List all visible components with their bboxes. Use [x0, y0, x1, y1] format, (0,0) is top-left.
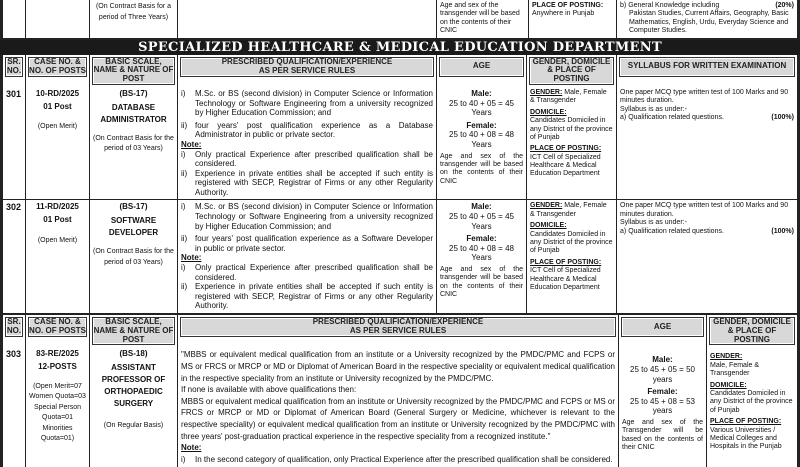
sr-no: 302 — [6, 202, 22, 213]
table-row-302: 302 11-RD/2025 01 Post (Open Merit) (BS-17) SOFTWARE DEVELOPER (On Contract Basis for the period of 03 Years) i) M.Sc. or BS (second division) in Computer Science or Information Technology or Software Engineering from a university recognized by Higher Education Commission; and ii) four years' post qualification experience as a Software Developer in public or private sector. Note: i) Only practical Experience after prescribed qualification shall be considered. ii) Experience in private entities shall be accepted if such entity is registered with SECP, Registrar of Firms or any other Regularity Authority. Male: 25 to 40 + 05 = 45 Years Female: 25 to 40 + 08 = 48 Years Age and sex of the transgender will be based on the contents of their CNIC GENDER: Male, Female & Transgender DOMICILE: Candidates Domiciled in any District of the province of Punjab PLACE OF POSTING: ICT Cell of Specialized Healthcare & Medical Education Department One paper MCQ type written test of 100 Marks and 90 minutes duration. Syllabus is as under:- a) Qualification related questions. (100%) — [2, 200, 799, 313]
female-label: Female: — [466, 234, 497, 244]
post-name: SOFTWARE DEVELOPER — [108, 216, 159, 238]
table-row-301: 301 10-RD/2025 01 Post (Open Merit) (BS-17) DATABASE ADMINISTRATOR (On Contract Basis for the period of 03 Years) i) M.Sc. or BS (second division) in Computer Science or Information Technology or Software Engineering from a university recognized by Higher Education Commission; and ii) four years' post qualification experience as a Database Administrator in public or private sector. Note: i) Only practical Experience after prescribed qualification shall be considered. ii) Experience in private entities shall be accepted if such entity is registered with SECP, Registrar of Firms or any other Regularity Authority. Male: 25 to 40 + 05 = 45 Years Female: 25 to 40 + 08 = 48 Years Age and sex of the transgender will be based on the contents of their CNIC GENDER: Male, Female & Transgender DOMICILE: Candidates Domiciled in any District of the province of Punjab PLACE OF POSTING: ICT Cell of Specialized Healthcare & Medical Education Department One paper MCQ type written test of 100 Marks and 90 minutes duration. Syllabus is as under:- a) Qualification related questions. (100%) — [2, 87, 799, 200]
scale: (BS-18) — [119, 349, 148, 359]
prev-posting-label: PLACE OF POSTING: — [532, 2, 604, 9]
post-name: ASSISTANT PROFESSOR OF ORTHOPAEDIC SURGERY — [101, 363, 166, 408]
quota: (Open Merit) — [37, 236, 78, 244]
prev-age-note: Age and sex of the transgender will be based on the contents of their CNIC — [440, 2, 520, 35]
sr-no: 301 — [6, 88, 22, 99]
domicile-label: DOMICILE: — [530, 222, 567, 230]
gender: Male, Female & Transgender — [530, 88, 607, 105]
female-age: 25 to 40 + 08 = 48 Years — [449, 130, 514, 149]
posts: 01 Post — [43, 215, 72, 225]
prev-nature: (On Contract Basis for a period of Three Years) — [95, 3, 172, 21]
note-i: Only practical Experience after prescribed qualification shall be considered. — [195, 149, 433, 169]
nature: (On Regular Basis) — [103, 422, 164, 429]
qualification-1: "MBBS or equivalent medical qualification from an institute or a University recognized by the PMDC/PMC and FCPS or MS or FRCS or MRCP or MD or Diplomat of American Board in the respective speciality or equivalent medical qualification in the respective speciality from an institute or University recognized by the PMDC/PMC. — [181, 350, 615, 383]
qualification-or: If none is available with above qualifications then: — [181, 385, 357, 395]
qualification-i: M.Sc. or BS (second division) in Computer Science or Information Technology or Software Engineering from a university recognized by Higher Education Commission; and — [195, 202, 433, 231]
gender-label: GENDER: — [710, 353, 743, 361]
male-age: 25 to 40 + 05 = 45 Years — [449, 98, 514, 118]
note-num: ii) — [181, 168, 188, 178]
syllabus-intro: One paper MCQ type written test of 100 Marks and 90 minutes duration. — [620, 202, 789, 218]
jobs-table — [0, 55, 800, 313]
female-age: 25 to 45 + 08 = 53 years — [630, 396, 695, 416]
table-row-303 — [2, 347, 799, 467]
sr-no: 303 — [6, 349, 22, 360]
prev-syl-b-text: General Knowledge including — [628, 2, 720, 9]
male-label: Male: — [652, 355, 673, 365]
female-age: 25 to 40 + 08 = 48 Years — [449, 243, 514, 263]
posting-label: PLACE OF POSTING: — [530, 258, 602, 266]
posting: Various Universities / Medical Colleges and Hospitals in the Punjab — [710, 426, 782, 451]
syl-a-pct: (100%) — [771, 114, 794, 122]
note-ii: Experience in private entities shall be accepted if such entity is registered with SECP, Registrar of Firms or any other Regularity Authority. — [195, 282, 433, 311]
note-num: i) — [181, 454, 186, 464]
header-syllabus: SYLLABUS FOR WRITTEN EXAMINATION — [619, 57, 795, 77]
note-num: ii) — [181, 282, 188, 292]
male-age: 25 to 45 + 05 = 50 years — [630, 365, 695, 384]
syl-a: a) — [620, 227, 627, 235]
male-label: Male: — [471, 88, 492, 98]
prev-posting: Anywhere in Punjab — [532, 10, 595, 18]
case-no: 83-RE/2025 — [36, 349, 79, 359]
syl-a-text: Qualification related questions. — [628, 227, 724, 235]
domicile-label: DOMICILE: — [530, 108, 567, 116]
post-name: DATABASE ADMINISTRATOR — [100, 102, 167, 124]
gender: Male, Female & Transgender — [710, 361, 760, 378]
gender: Male, Female & Transgender — [530, 202, 607, 218]
qualification-ii: four years' post qualification experience as a Software Developer in public or private sector. — [195, 234, 433, 253]
posting-label: PLACE OF POSTING: — [710, 418, 782, 426]
quota: (Open Merit) — [37, 123, 78, 131]
header-gender: GENDER, DOMICILE & PLACE OF POSTING — [709, 317, 795, 345]
header-gender: GENDER, DOMICILE & PLACE OF POSTING — [529, 57, 614, 85]
header-scale: BASIC SCALE, NAME & NATURE OF POST — [93, 317, 174, 344]
syllabus-under: Syllabus is as under:- — [620, 219, 687, 227]
header-scale: BASIC SCALE, NAME & NATURE OF POST — [93, 56, 174, 84]
note-label: Note: — [181, 139, 202, 149]
domicile: Candidates Domiciled in any District of the province of Punjab — [710, 389, 793, 414]
nature: (On Contract Basis for the period of 03 Years) — [93, 248, 174, 266]
nature: (On Contract Basis for the period of 03 Years) — [93, 134, 174, 153]
department-banner: SPECIALIZED HEALTHCARE & MEDICAL EDUCATION DEPARTMENT — [0, 38, 800, 55]
header-case: CASE NO. & NO. OF POSTS — [29, 56, 86, 75]
header-sr: SR. NO. — [6, 317, 22, 336]
scale: (BS-17) — [119, 88, 148, 98]
scale: (BS-17) — [119, 202, 148, 212]
qualification-ii: four years' post qualification experience as a Database Administrator in public or private sector. — [195, 120, 433, 140]
domicile: Candidates Domiciled in any District of the province of Punjab — [530, 230, 613, 255]
posts: 01 Post — [43, 101, 72, 111]
age-note: Age and sex of the transgender will be based on the contents of their CNIC — [440, 152, 523, 185]
female-label: Female: — [466, 120, 497, 130]
prev-syl-b-detail: Pakistan Studies, Current Affairs, Geography, Basic Mathematics, English, Urdu, Everyday Science and Computer Studies. — [629, 10, 789, 35]
domicile: Candidates Domiciled in any District of the province of Punjab — [530, 117, 613, 141]
syl-a-pct: (100%) — [771, 227, 794, 235]
header-age: AGE — [439, 57, 524, 77]
qualification-i: M.Sc. or BS (second division) in Computer Science or Information Technology or Software Engineering from a university recognized by Higher Education Commission; and — [195, 88, 433, 118]
header-case: CASE NO. & NO. OF POSTS — [29, 317, 86, 336]
gender-label: GENDER: — [530, 202, 563, 210]
qualification-2: MBBS or equivalent medical qualification from an institute or University recognized by the PMDC/PMC and FCPS or MS or FRCS or MRCP or MD or Diplomat of American Board (General Surgery or Medicine, whichever is relevant to the respective speciality) or equivalent medical qualification from an institute or University recognized by the PMDC/PMC with three years' post-graduation practical experience in the respective speciality from a recognized institute." — [181, 396, 615, 441]
domicile-label: DOMICILE: — [710, 381, 747, 389]
note-label: Note: — [181, 443, 202, 453]
note-label: Note: — [181, 253, 202, 263]
posting: ICT Cell of Specialized Healthcare & Medical Education Department — [530, 267, 601, 291]
case-no: 10-RD/2025 — [35, 88, 80, 98]
prev-syl-b: b) — [620, 2, 627, 9]
prev-syl-b-pct: (20%) — [775, 2, 794, 9]
gender-label: GENDER: — [530, 88, 563, 96]
jobs-table-2 — [0, 315, 800, 467]
syl-a: a) — [620, 114, 627, 122]
age-note: Age and sex of the transgender will be based on the contents of their CNIC — [440, 266, 523, 299]
female-label: Female: — [647, 387, 678, 397]
header-age: AGE — [621, 317, 704, 337]
posts: 12-POSTS — [38, 362, 77, 371]
syl-a-text: Qualification related questions. — [628, 114, 724, 122]
note-num: i) — [181, 263, 186, 273]
note-i: Only practical Experience after prescribed qualification shall be considered. — [195, 263, 433, 282]
case-no: 11-RD/2025 — [36, 202, 79, 212]
previous-row — [0, 0, 800, 38]
syllabus-under: Syllabus is as under:- — [620, 105, 687, 113]
male-age: 25 to 40 + 05 = 45 Years — [449, 212, 514, 231]
note-i: In the second category of qualification, only Practical Experience after the prescribed qualification shall be considered. — [195, 454, 613, 464]
note-ii: Experience in private entities shall be accepted if such entity is registered with SECP, Registrar of Firms or any other Regularity Authority. — [195, 168, 433, 197]
posting: ICT Cell of Specialized Healthcare & Medical Education Department — [530, 153, 601, 178]
header-qualification: PRESCRIBED QUALIFICATION/EXPERIENCE AS PER SERVICE RULES — [180, 57, 434, 77]
syllabus-intro: One paper MCQ type written test of 100 Marks and 90 minutes duration. — [620, 88, 789, 105]
header-sr: SR. NO. — [6, 56, 22, 75]
note-num: i) — [181, 149, 186, 159]
quota: (Open Merit=07 Women Quota=03 Special Person Quota=01 Minorities Quota=01) — [29, 382, 86, 443]
header-qualification: PRESCRIBED QUALIFICATION/EXPERIENCE AS PER SERVICE RULES — [180, 317, 616, 337]
male-label: Male: — [471, 202, 492, 212]
posting-label: PLACE OF POSTING: — [530, 145, 602, 153]
age-note: Age and sex of the Transgender will be based on the contents of their CNIC — [622, 418, 703, 452]
